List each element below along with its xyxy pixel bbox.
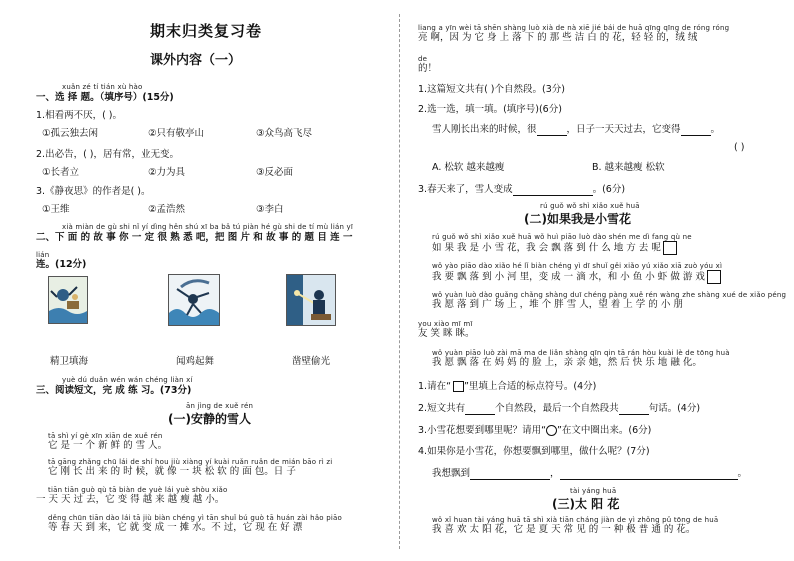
pq4-blank-1[interactable]: [470, 469, 550, 480]
p1-line2: 它 刚 长 出 来 的 时 候，就 像 一 块 松 软 的 面 包。日 子: [48, 466, 296, 477]
q2-fill-text-a: 雪人刚长出来的时候，很: [432, 124, 537, 135]
top-line: 亮 啊，因 为 它 身 上 落 下 的 那 些 洁 白 的 花，轻 轻 的，绒 绒: [418, 32, 698, 43]
p2-line3-pinyin: wǒ yuàn luò dào guǎng chǎng shàng duī chéng pàng xuě rén wàng zhe shàng xué de xiǎo péng: [432, 291, 787, 299]
q2-blank-2[interactable]: [681, 125, 711, 136]
p1-line4-pinyin: děng chūn tiān dào lái tā jiù biàn chéng yì tān shuǐ bú guò tā huán zài hǎo piāo: [48, 514, 342, 522]
picture-label-2: 闻鸡起舞: [176, 356, 215, 367]
pq2-blank-1[interactable]: [465, 404, 495, 415]
passage1-title-pinyin: ān jìng de xuě rén: [186, 402, 254, 410]
pq2-text-a: 2.短文共有: [418, 403, 466, 414]
q2-option-b: B. 越来越瘦 松软: [592, 162, 665, 173]
page-subtitle: 课外内容（一）: [150, 53, 242, 68]
passage2-title-pinyin: rú guǒ wǒ shì xiǎo xuě huā: [540, 202, 640, 210]
q1-option-b: ②只有敬亭山: [148, 128, 205, 139]
p3-line1: 我 喜 欢 太 阳 花，它 是 夏 天 常 见 的 一 种 极 普 通 的 花。: [432, 524, 696, 535]
pq4-text-b: ，: [550, 468, 560, 479]
section2-heading-cont: 连。(12分): [36, 259, 87, 270]
q3-text-b: 。(6分): [592, 184, 626, 195]
zaobi-picture[interactable]: [286, 274, 336, 326]
p1-line3: 一 天 天 过 去，它 变 得 越 来 越 瘦 越 小。: [36, 494, 225, 505]
right-column: [418, 0, 787, 561]
picture-label-1: 精卫填海: [50, 356, 89, 367]
passage1-question-1: 1.这篇短文共有( )个自然段。(3分): [418, 84, 565, 95]
passage2-question-4: 4.如果你是小雪花，你想要飘到哪里，做什么呢？(7分): [418, 446, 650, 457]
p2-line1: [432, 241, 677, 255]
passage2-question-2: [418, 403, 700, 415]
picture-label-3: 凿壁偷光: [292, 356, 331, 367]
pq2-text-c: 句话。(4分): [648, 403, 701, 414]
jingwei-illustration: [49, 277, 87, 323]
jingwei-picture[interactable]: [48, 276, 88, 324]
pq4-text-c: 。: [737, 468, 748, 479]
top-line2: 的！: [418, 63, 438, 74]
section3-pinyin: yuè dú duǎn wén wán chéng liàn xí: [62, 376, 193, 384]
section1-heading: 一、选 择 题。（填序号）(15分): [36, 92, 174, 103]
q2-blank-1[interactable]: [537, 125, 567, 136]
p2-line3: 我 愿 落 到 广 场 上 ，堆 个 胖 雪 人，望 着 上 学 的 小 朋: [432, 299, 683, 310]
box-symbol: [453, 381, 464, 392]
circle-symbol: [546, 425, 557, 436]
q2-option-b: ②力为具: [148, 167, 186, 178]
pq3-text-b: ”在文中圈出来。(6分): [557, 425, 652, 436]
passage2-question-3: [418, 425, 651, 437]
q3-option-c: ③李白: [256, 204, 284, 215]
column-divider: [399, 14, 400, 549]
q2-fill-text-b: ，日子一天天过去，它变得: [566, 124, 681, 135]
q2-option-a: A. 松软 越来越瘦: [432, 162, 505, 173]
section2-pinyin: xià miàn de gù shi nǐ yí dìng hěn shú xī ba bǎ tú piàn hé gù shi de tí mù lián yī: [62, 223, 354, 231]
pq3-text-a: 3.小雪花想要到哪里呢？请用“: [418, 425, 546, 436]
pq4-answer-line: [432, 468, 747, 480]
wenji-picture[interactable]: [168, 274, 220, 326]
pq1-text-a: 1.请在“: [418, 381, 451, 392]
q1-option-c: ③众鸟高飞尽: [256, 128, 313, 139]
p2-line5-pinyin: wǒ yuàn piāo luò zài mā ma de liǎn shàng qīn qin tā rán hòu kuài lè de tōng huà: [432, 349, 730, 357]
p1-line1-pinyin: tā shì yí gè xīn xiān de xuě rén: [48, 432, 163, 440]
p1-line1: 它 是 一 个 新 鲜 的 雪 人。: [48, 440, 168, 451]
pq2-blank-2[interactable]: [619, 404, 649, 415]
q3-blank[interactable]: [513, 185, 593, 196]
top-line2-pinyin: de: [418, 55, 428, 63]
p1-line4: 等 春 天 到 来，它 就 变 成 一 摊 水。不 过，它 现 在 好 漂: [48, 522, 303, 533]
q2-option-c: ③反必面: [256, 167, 294, 178]
p3-line1-pinyin: wǒ xǐ huan tài yáng huā tā shì xià tiān cháng jiàn de yì zhǒng pǔ tōng de huā: [432, 516, 719, 524]
passage3-title-pinyin: tài yáng huā: [570, 487, 617, 495]
q3-text-a: 3.春天来了，雪人变成: [418, 184, 513, 195]
p2-line4: 友 笑 眯 眯。: [418, 328, 475, 339]
section1-pinyin: xuǎn zé tí tián xù hào: [62, 83, 143, 91]
passage2-title: (二)如果我是小雪花: [524, 212, 631, 226]
p1-line2-pinyin: tā gāng zhǎng chū lái de shí hou jiù xiàng yí kuài ruǎn ruǎn de mián bāo rì zi: [48, 458, 333, 466]
q2-fill-text-c: 。: [710, 124, 721, 135]
pq2-text-b: 个自然段，最后一个自然段共: [495, 403, 619, 414]
q1-option-a: ①孤云独去闲: [42, 128, 99, 139]
left-column: [36, 0, 388, 561]
question-1: 1.相看两不厌，( )。: [36, 110, 122, 121]
p2-line1-pinyin: rú guǒ wǒ shì xiǎo xuě huā wǒ huì piāo luò dào shén me dì fang qù ne: [432, 233, 692, 241]
p2-line4-pinyin: you xiào mī mī: [418, 320, 473, 328]
question-2: 2.出必告，( )，居有常，业无变。: [36, 149, 179, 160]
p2-line5: 我 愿 飘 落 在 妈 妈 的 脸 上，亲 亲 她，然 后 快 乐 地 融 化。: [432, 357, 702, 368]
section2-pinyin-2: lián: [36, 251, 50, 259]
p2-line1-text: 如 果 我 是 小 雪 花，我 会 飘 落 到 什 么 地 方 去 呢: [432, 242, 661, 254]
question-3: 3.《静夜思》的作者是( )。: [36, 186, 151, 197]
page-title: 期末归类复习卷: [150, 22, 263, 40]
p2-line2: [432, 270, 721, 284]
zaobi-illustration: [287, 275, 335, 325]
passage2-question-1: [418, 381, 596, 393]
top-line-pinyin: liang a yīn wèi tā shēn shàng luò xià de nà xiē jié bái de huā qīng qīng de róng róng: [418, 24, 730, 32]
passage1-title: (一)安静的雪人: [168, 412, 251, 426]
passage3-title: (三)太 阳 花: [552, 497, 620, 511]
q3-option-a: ①王维: [42, 204, 70, 215]
pq4-text-a: 我想飘到: [432, 468, 471, 479]
p1-line3-pinyin: tiān tiān guò qù tā biàn de yuè lái yuè shòu xiǎo: [48, 486, 228, 494]
punctuation-box-1[interactable]: [663, 241, 677, 255]
passage1-question-3: [418, 184, 625, 196]
section3-heading: 三、阅读短文，完 成 练 习。(73分): [36, 385, 192, 396]
p2-line2-pinyin: wǒ yào piāo dào xiǎo hé lǐ biàn chéng yì dī shuǐ gěi xiǎo yú xiǎo xiā zuò yóu xì: [432, 262, 723, 270]
section2-heading: 二、下 面 的 故 事 你 一 定 很 熟 悉 吧，把 图 片 和 故 事 的 题 目 连 一: [36, 232, 353, 243]
q2-fill-line: [432, 124, 720, 136]
punctuation-box-2[interactable]: [707, 270, 721, 284]
p2-line2-text: 我 要 飘 落 到 小 河 里，变 成 一 滴 水，和 小 鱼 小 虾 做 游 戏: [432, 271, 705, 283]
pq1-text-b: ”里填上合适的标点符号。(4分): [464, 381, 597, 392]
q2-option-a: ①长者立: [42, 167, 80, 178]
passage1-question-2: 2.选一选，填一填。(填序号)(6分): [418, 104, 562, 115]
q2-answer-paren[interactable]: ( ): [734, 142, 745, 153]
wenji-illustration: [169, 275, 219, 325]
pq4-blank-2[interactable]: [560, 469, 738, 480]
q3-option-b: ②孟浩然: [148, 204, 186, 215]
